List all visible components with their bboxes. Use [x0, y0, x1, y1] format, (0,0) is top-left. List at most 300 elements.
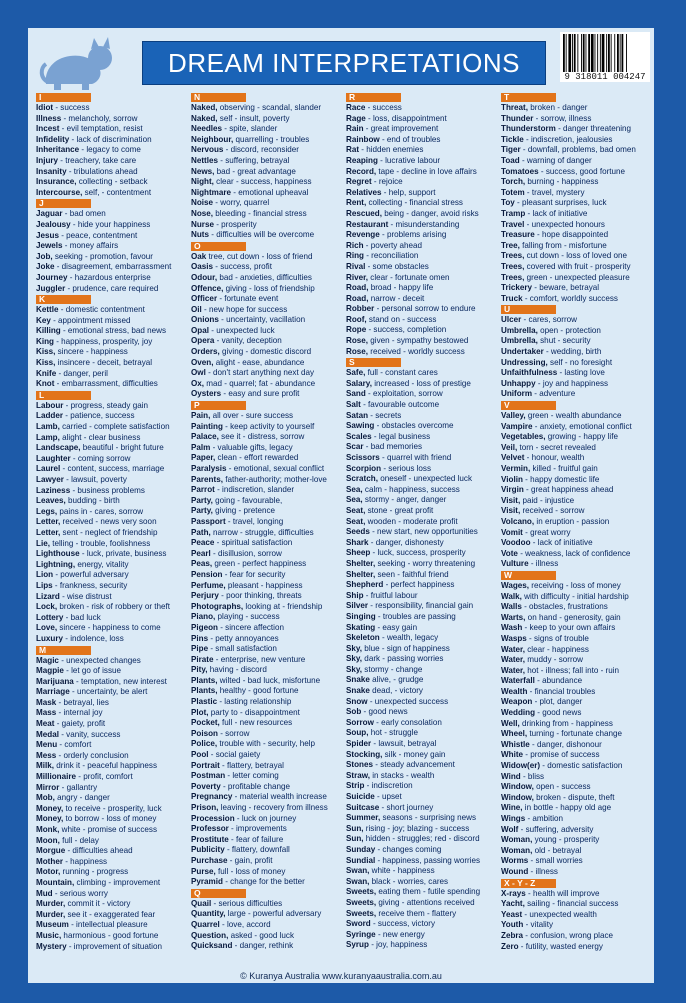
- entry-word: Pyramid: [191, 877, 223, 887]
- list-item: [501, 528, 651, 539]
- entry-word: Strip: [346, 781, 365, 791]
- entry-meaning: - appointment missed: [50, 315, 131, 325]
- entry-meaning: - vanity, success: [58, 729, 121, 739]
- entry-meaning: - happy domestic life: [522, 474, 600, 484]
- list-item: [346, 866, 496, 877]
- entry-word: Satan: [346, 410, 369, 420]
- list-item: [501, 729, 651, 740]
- list-item: [36, 135, 186, 146]
- entry-word: Marriage: [36, 687, 70, 697]
- list-item: [191, 877, 341, 888]
- entry-word: Water,: [501, 655, 525, 665]
- entry-meaning: black - worries, cares: [369, 876, 449, 886]
- list-item: [346, 909, 496, 920]
- list-item: [191, 198, 341, 209]
- entry-meaning: - indolence, loss: [63, 633, 124, 643]
- list-item: [501, 867, 651, 878]
- list-item: [346, 623, 496, 634]
- list-item: [36, 708, 186, 719]
- entry-meaning: - love, accord: [219, 919, 271, 929]
- list-item: [501, 347, 651, 358]
- entry-meaning: - peace, contentment: [58, 230, 138, 240]
- entry-meaning: - short journey: [379, 802, 434, 812]
- entry-word: Salary,: [346, 378, 372, 388]
- list-item: [501, 708, 651, 719]
- entry-word: Key: [36, 315, 51, 325]
- list-item: [346, 919, 496, 930]
- list-item: [501, 220, 651, 231]
- list-item: [346, 644, 496, 655]
- list-item: [36, 464, 186, 475]
- list-item: [36, 156, 186, 167]
- entry-word: Piano,: [191, 612, 216, 622]
- entry-word: Ladder: [36, 411, 63, 421]
- entry-meaning: - good news: [361, 707, 408, 717]
- entry-meaning: blue - sign of happiness: [362, 643, 450, 653]
- entry-meaning: - success, victory: [370, 919, 436, 929]
- entry-word: Singing: [346, 611, 376, 621]
- list-item: [191, 549, 341, 560]
- entry-word: Motor,: [36, 867, 61, 877]
- entry-word: Wedding: [501, 708, 536, 718]
- section-letter: Q: [191, 889, 246, 898]
- entry-meaning: - valuable gifts, legacy: [210, 442, 293, 452]
- entry-meaning: - business problems: [70, 485, 145, 495]
- entry-word: Mountain,: [36, 877, 75, 887]
- entry-word: Sea,: [346, 484, 363, 494]
- entry-word: Neighbour,: [191, 134, 234, 144]
- entry-meaning: - emotional, sexual conflict: [226, 464, 325, 473]
- entry-meaning: - rejoice: [371, 177, 403, 187]
- entry-meaning: drinking from - happiness: [519, 718, 613, 728]
- list-item: [36, 889, 186, 900]
- entry-word: Record,: [346, 166, 377, 176]
- entry-meaning: see it - distress, sorrow: [218, 432, 305, 442]
- entry-word: Lighthouse: [36, 549, 80, 559]
- entry-word: Treasure: [501, 230, 535, 240]
- column-1: [36, 92, 186, 968]
- entry-word: Rage: [346, 113, 366, 123]
- list-item: [191, 103, 341, 114]
- entry-meaning: - comfort: [57, 740, 92, 750]
- list-item: [346, 527, 496, 538]
- entry-word: Sunday: [346, 844, 376, 854]
- entry-word: Wasps: [501, 633, 527, 643]
- list-item: [191, 167, 341, 178]
- list-item: [191, 867, 341, 878]
- entry-word: Lamp,: [36, 432, 60, 442]
- list-item: [36, 592, 186, 603]
- entry-word: Landscape,: [36, 443, 81, 453]
- page-title: DREAM INTERPRETATIONS: [168, 48, 520, 78]
- list-item: [501, 634, 651, 645]
- entry-word: Sawing: [346, 421, 375, 431]
- list-item: [191, 686, 341, 697]
- entry-word: Paralysis: [191, 464, 227, 473]
- entry-meaning: - suffering, betrayal: [218, 155, 290, 165]
- entry-word: Orders,: [191, 347, 220, 357]
- entry-word: Menu: [36, 740, 58, 750]
- list-item: [36, 284, 186, 295]
- entry-word: Seat,: [346, 505, 366, 515]
- entry-word: Sweets,: [346, 908, 377, 918]
- list-item: [346, 304, 496, 315]
- entry-word: Valley,: [501, 411, 526, 421]
- entry-meaning: - new start, new opportunities: [369, 527, 478, 537]
- entry-meaning: receiving - loss of money: [529, 580, 621, 590]
- entry-meaning: given - sympathy bestowed: [368, 336, 469, 346]
- entry-meaning: - happiness, prosperity, joy: [53, 336, 153, 346]
- entry-meaning: quarrelling - troubles: [233, 134, 310, 144]
- entry-word: Visit,: [501, 495, 521, 505]
- entry-word: Sob: [346, 707, 362, 717]
- entry-word: Pregnancy: [191, 792, 233, 802]
- entry-word: Killing: [36, 326, 61, 336]
- entry-word: Oven,: [191, 357, 214, 367]
- entry-meaning: - success: [53, 103, 90, 112]
- entry-meaning: narrow - deceit: [368, 293, 425, 303]
- entry-word: Peas,: [191, 559, 213, 569]
- list-item: [36, 379, 186, 390]
- entry-word: Water,: [501, 644, 525, 654]
- entry-meaning: to borrow - loss of money: [63, 814, 157, 824]
- entry-meaning: - change for the better: [222, 877, 305, 887]
- list-item: [346, 612, 496, 623]
- entry-word: Toy: [501, 198, 515, 208]
- entry-meaning: angry - danger: [54, 793, 110, 803]
- entry-meaning: on hand - generosity, gain: [525, 612, 621, 622]
- entry-meaning: - flattery, betrayal: [219, 760, 284, 770]
- list-item: [346, 824, 496, 835]
- list-item: [36, 167, 186, 178]
- entry-word: Yeast: [501, 909, 523, 919]
- entry-meaning: clear - happiness: [525, 644, 589, 654]
- entry-meaning: - improvements: [228, 824, 287, 834]
- entry-word: Thunder: [501, 113, 534, 123]
- list-item: [191, 899, 341, 910]
- entry-meaning: - keep to your own affairs: [522, 623, 616, 633]
- entry-meaning: receive them - flattery: [376, 908, 457, 918]
- entry-word: Ulcer: [501, 315, 522, 325]
- entry-word: Zebra: [501, 930, 524, 940]
- entry-word: Money,: [36, 803, 64, 813]
- entry-word: Intercourse,: [36, 187, 83, 197]
- list-item: [501, 835, 651, 846]
- entry-word: Veil,: [501, 442, 518, 452]
- entry-word: Labour: [36, 400, 64, 410]
- list-item: [501, 910, 651, 921]
- entry-word: Monk,: [36, 825, 60, 834]
- entry-word: Police,: [191, 739, 218, 749]
- entry-word: River,: [346, 272, 369, 282]
- list-item: [346, 347, 496, 358]
- entry-meaning: - quarrel with friend: [379, 453, 452, 462]
- list-item: [36, 623, 186, 634]
- entry-meaning: - material wealth increase: [232, 792, 327, 802]
- entry-meaning: - loss, disappointment: [365, 113, 447, 123]
- entry-meaning: - money affairs: [62, 241, 119, 251]
- entry-word: Party,: [191, 495, 213, 505]
- entry-meaning: pains in - cares, sorrow: [57, 506, 144, 516]
- list-item: [191, 634, 341, 645]
- entry-word: Rich: [346, 240, 364, 250]
- entry-word: Window,: [501, 782, 534, 792]
- entry-word: Weapon: [501, 697, 533, 707]
- list-item: [346, 718, 496, 729]
- entry-word: Music,: [36, 930, 62, 940]
- entry-word: Pearl: [191, 548, 211, 558]
- list-item: [346, 570, 496, 581]
- entry-word: Sweets,: [346, 887, 377, 897]
- section-letter: L: [36, 391, 91, 400]
- entry-word: Scratch,: [346, 474, 378, 484]
- list-item: [346, 792, 496, 803]
- entry-word: Tiger: [501, 145, 521, 155]
- entry-word: Uniform: [501, 389, 533, 399]
- list-item: [346, 633, 496, 644]
- entry-meaning: broken - risk of robbery or theft: [57, 602, 171, 612]
- entry-word: Mob,: [36, 793, 55, 803]
- entry-meaning: received - sorrow: [520, 506, 585, 516]
- section-letter: T: [501, 93, 556, 102]
- entry-meaning: - unexpected luck: [209, 325, 275, 335]
- list-item: [346, 686, 496, 697]
- list-item: [501, 782, 651, 793]
- entry-meaning: - frankness, security: [52, 580, 128, 590]
- list-item: [36, 730, 186, 741]
- list-item: [501, 464, 651, 475]
- entry-word: Palace,: [191, 432, 219, 442]
- entry-word: Idiot: [36, 103, 54, 112]
- entry-meaning: alight - clear business: [59, 432, 141, 442]
- entry-meaning: growing - happy life: [545, 432, 618, 442]
- entry-meaning: - luck, private, business: [79, 549, 167, 559]
- entry-meaning: - adventure: [532, 389, 576, 399]
- entry-word: Mass: [36, 708, 57, 718]
- entry-word: Party,: [191, 506, 213, 516]
- list-item: [191, 602, 341, 613]
- entry-word: Prison,: [191, 803, 219, 812]
- list-item: [36, 517, 186, 528]
- list-item: [501, 156, 651, 167]
- entry-word: Jealousy: [36, 219, 71, 229]
- entry-word: Violin: [501, 474, 523, 484]
- entry-meaning: pleasant - happiness: [225, 580, 303, 590]
- list-item: [36, 241, 186, 252]
- entry-word: Pocket,: [191, 718, 220, 728]
- entry-word: Painting: [191, 421, 223, 431]
- entry-meaning: - improvement of situation: [66, 941, 162, 951]
- list-item: [36, 899, 186, 910]
- entry-word: Needles: [191, 124, 223, 134]
- entry-meaning: - success: [365, 103, 402, 112]
- list-item: [191, 909, 341, 920]
- list-item: [346, 336, 496, 347]
- entry-meaning: - joy and happiness: [535, 378, 609, 388]
- entry-meaning: - embarrassment, difficulties: [54, 379, 158, 389]
- entry-meaning: - honour, wealth: [524, 453, 585, 463]
- list-item: [501, 687, 651, 698]
- entry-meaning: self - insult, poverty: [217, 113, 290, 123]
- section-letter: O: [191, 242, 246, 251]
- list-item: [191, 676, 341, 687]
- entry-word: Oak: [191, 251, 207, 261]
- list-item: [36, 613, 186, 624]
- column-4: [501, 92, 651, 968]
- entry-meaning: - travel, mystery: [524, 187, 585, 197]
- entry-meaning: - perfect happiness: [383, 580, 455, 590]
- entry-meaning: - small satisfaction: [208, 644, 277, 654]
- entry-word: Scorpion: [346, 463, 382, 473]
- entry-word: Straw,: [346, 770, 370, 780]
- entry-word: Murder,: [36, 899, 66, 909]
- entry-meaning: narrow - struggle, difficulties: [210, 527, 314, 537]
- entry-word: Laurel: [36, 464, 61, 474]
- entry-word: Wind: [501, 771, 521, 781]
- list-item: [36, 220, 186, 231]
- list-item: [191, 538, 341, 549]
- entry-word: Pool: [191, 750, 209, 760]
- list-item: [346, 156, 496, 167]
- list-item: [191, 485, 341, 496]
- list-item: [501, 942, 651, 953]
- list-item: [191, 931, 341, 942]
- entry-meaning: - fear of failure: [228, 834, 284, 844]
- entry-meaning: - new hope for success: [201, 304, 288, 314]
- list-item: [191, 814, 341, 825]
- entry-meaning: shut - security: [537, 336, 591, 346]
- list-item: [346, 453, 496, 464]
- list-item: [36, 793, 186, 804]
- entry-word: Threat,: [501, 103, 528, 112]
- entry-word: Rent,: [346, 198, 367, 208]
- list-item: [36, 177, 186, 188]
- list-item: [501, 559, 651, 570]
- entry-word: Owl: [191, 368, 206, 378]
- list-item: [346, 887, 496, 898]
- entry-word: Joke: [36, 262, 55, 272]
- entry-word: Sky,: [346, 643, 363, 653]
- entry-word: Plot,: [191, 707, 209, 717]
- list-item: [501, 453, 651, 464]
- entry-meaning: - end of troubles: [379, 134, 441, 144]
- entry-meaning: - plot, danger: [532, 697, 583, 707]
- list-item: [346, 421, 496, 432]
- entry-meaning: - great improvement: [363, 124, 439, 134]
- section-letter: P: [191, 401, 246, 410]
- entry-word: Trees,: [501, 261, 525, 271]
- entry-word: Restaurant: [346, 219, 389, 229]
- entry-word: Path,: [191, 527, 211, 537]
- entry-meaning: full - new resources: [219, 718, 293, 728]
- entry-meaning: received - worldly success: [368, 346, 465, 356]
- entry-word: Purse,: [191, 866, 216, 876]
- entry-meaning: - travel, longing: [225, 516, 284, 526]
- entry-meaning: alight - ease, abundance: [213, 357, 305, 367]
- entry-word: Plants,: [191, 686, 218, 696]
- entry-word: White: [501, 750, 524, 760]
- entry-word: Sword: [346, 919, 371, 929]
- entry-word: Plants,: [191, 675, 218, 685]
- entry-meaning: sailing - financial success: [524, 899, 619, 909]
- entry-word: Journey: [36, 272, 68, 282]
- entry-meaning: - secrets: [368, 410, 402, 420]
- entry-meaning: - difficulties ahead: [65, 846, 133, 856]
- entry-word: Incest: [36, 124, 60, 134]
- entry-meaning: - vanity, deception: [214, 336, 282, 346]
- list-item: [191, 941, 341, 952]
- entry-meaning: - vitality: [523, 920, 554, 930]
- entry-word: Quail: [191, 898, 212, 908]
- entry-word: Poison: [191, 728, 218, 738]
- entry-meaning: - obstacles, frustrations: [521, 602, 608, 612]
- list-item: [36, 920, 186, 931]
- entry-meaning: commit it - victory: [65, 899, 131, 909]
- entry-meaning: green - unexpected pleasure: [524, 272, 630, 282]
- entry-meaning: - spiritual satisfaction: [214, 538, 293, 548]
- entry-meaning: - disillusion, sorrow: [210, 548, 282, 558]
- entry-word: Thunderstorm: [501, 124, 556, 134]
- entry-word: Nettles: [191, 155, 218, 165]
- list-item: [36, 698, 186, 709]
- list-item: [191, 145, 341, 156]
- entry-word: Silver: [346, 601, 369, 611]
- list-item: [501, 676, 651, 687]
- entry-meaning: going - favourable,: [212, 495, 283, 505]
- entry-word: Procession: [191, 813, 235, 823]
- list-item: [36, 231, 186, 242]
- entry-meaning: giving - domestic discord: [219, 347, 312, 357]
- list-item: [501, 262, 651, 273]
- entry-meaning: asked - good luck: [228, 930, 295, 940]
- entry-meaning: harmonious - good fortune: [61, 930, 159, 940]
- entry-word: Pigeon: [191, 622, 218, 632]
- list-item: [346, 315, 496, 326]
- list-item: [501, 496, 651, 507]
- entry-meaning: sincere - happiness to come: [57, 623, 161, 633]
- entry-word: Meat: [36, 719, 55, 729]
- list-item: [346, 145, 496, 156]
- list-item: [191, 708, 341, 719]
- list-item: [501, 517, 651, 528]
- entry-word: Mystery: [36, 941, 67, 951]
- entry-word: Postman: [191, 771, 226, 781]
- list-item: [36, 507, 186, 518]
- list-item: [36, 486, 186, 497]
- list-item: [346, 103, 496, 114]
- entry-meaning: - disagreement, embarrassment: [54, 262, 172, 272]
- entry-word: Scales: [346, 431, 372, 441]
- entry-word: Jewels: [36, 241, 63, 251]
- entry-word: Kiss,: [36, 347, 56, 357]
- entry-meaning: - some obstacles: [365, 261, 429, 271]
- entry-meaning: calm - happiness, success: [362, 484, 460, 494]
- list-item: [346, 273, 496, 284]
- entry-word: Pipe: [191, 644, 209, 654]
- entry-meaning: green - perfect happiness: [212, 559, 307, 569]
- entry-meaning: covered with fruit - prosperity: [524, 261, 631, 271]
- list-item: [36, 560, 186, 571]
- entry-word: Zero: [501, 941, 519, 951]
- entry-word: Velvet: [501, 453, 525, 463]
- entry-word: Magpie: [36, 666, 64, 676]
- entry-word: Truck: [501, 293, 523, 303]
- list-item: [191, 475, 341, 486]
- entry-word: Vampire: [501, 421, 533, 431]
- list-item: [346, 474, 496, 485]
- section-letter: K: [36, 295, 91, 304]
- entry-word: Photographs,: [191, 601, 244, 611]
